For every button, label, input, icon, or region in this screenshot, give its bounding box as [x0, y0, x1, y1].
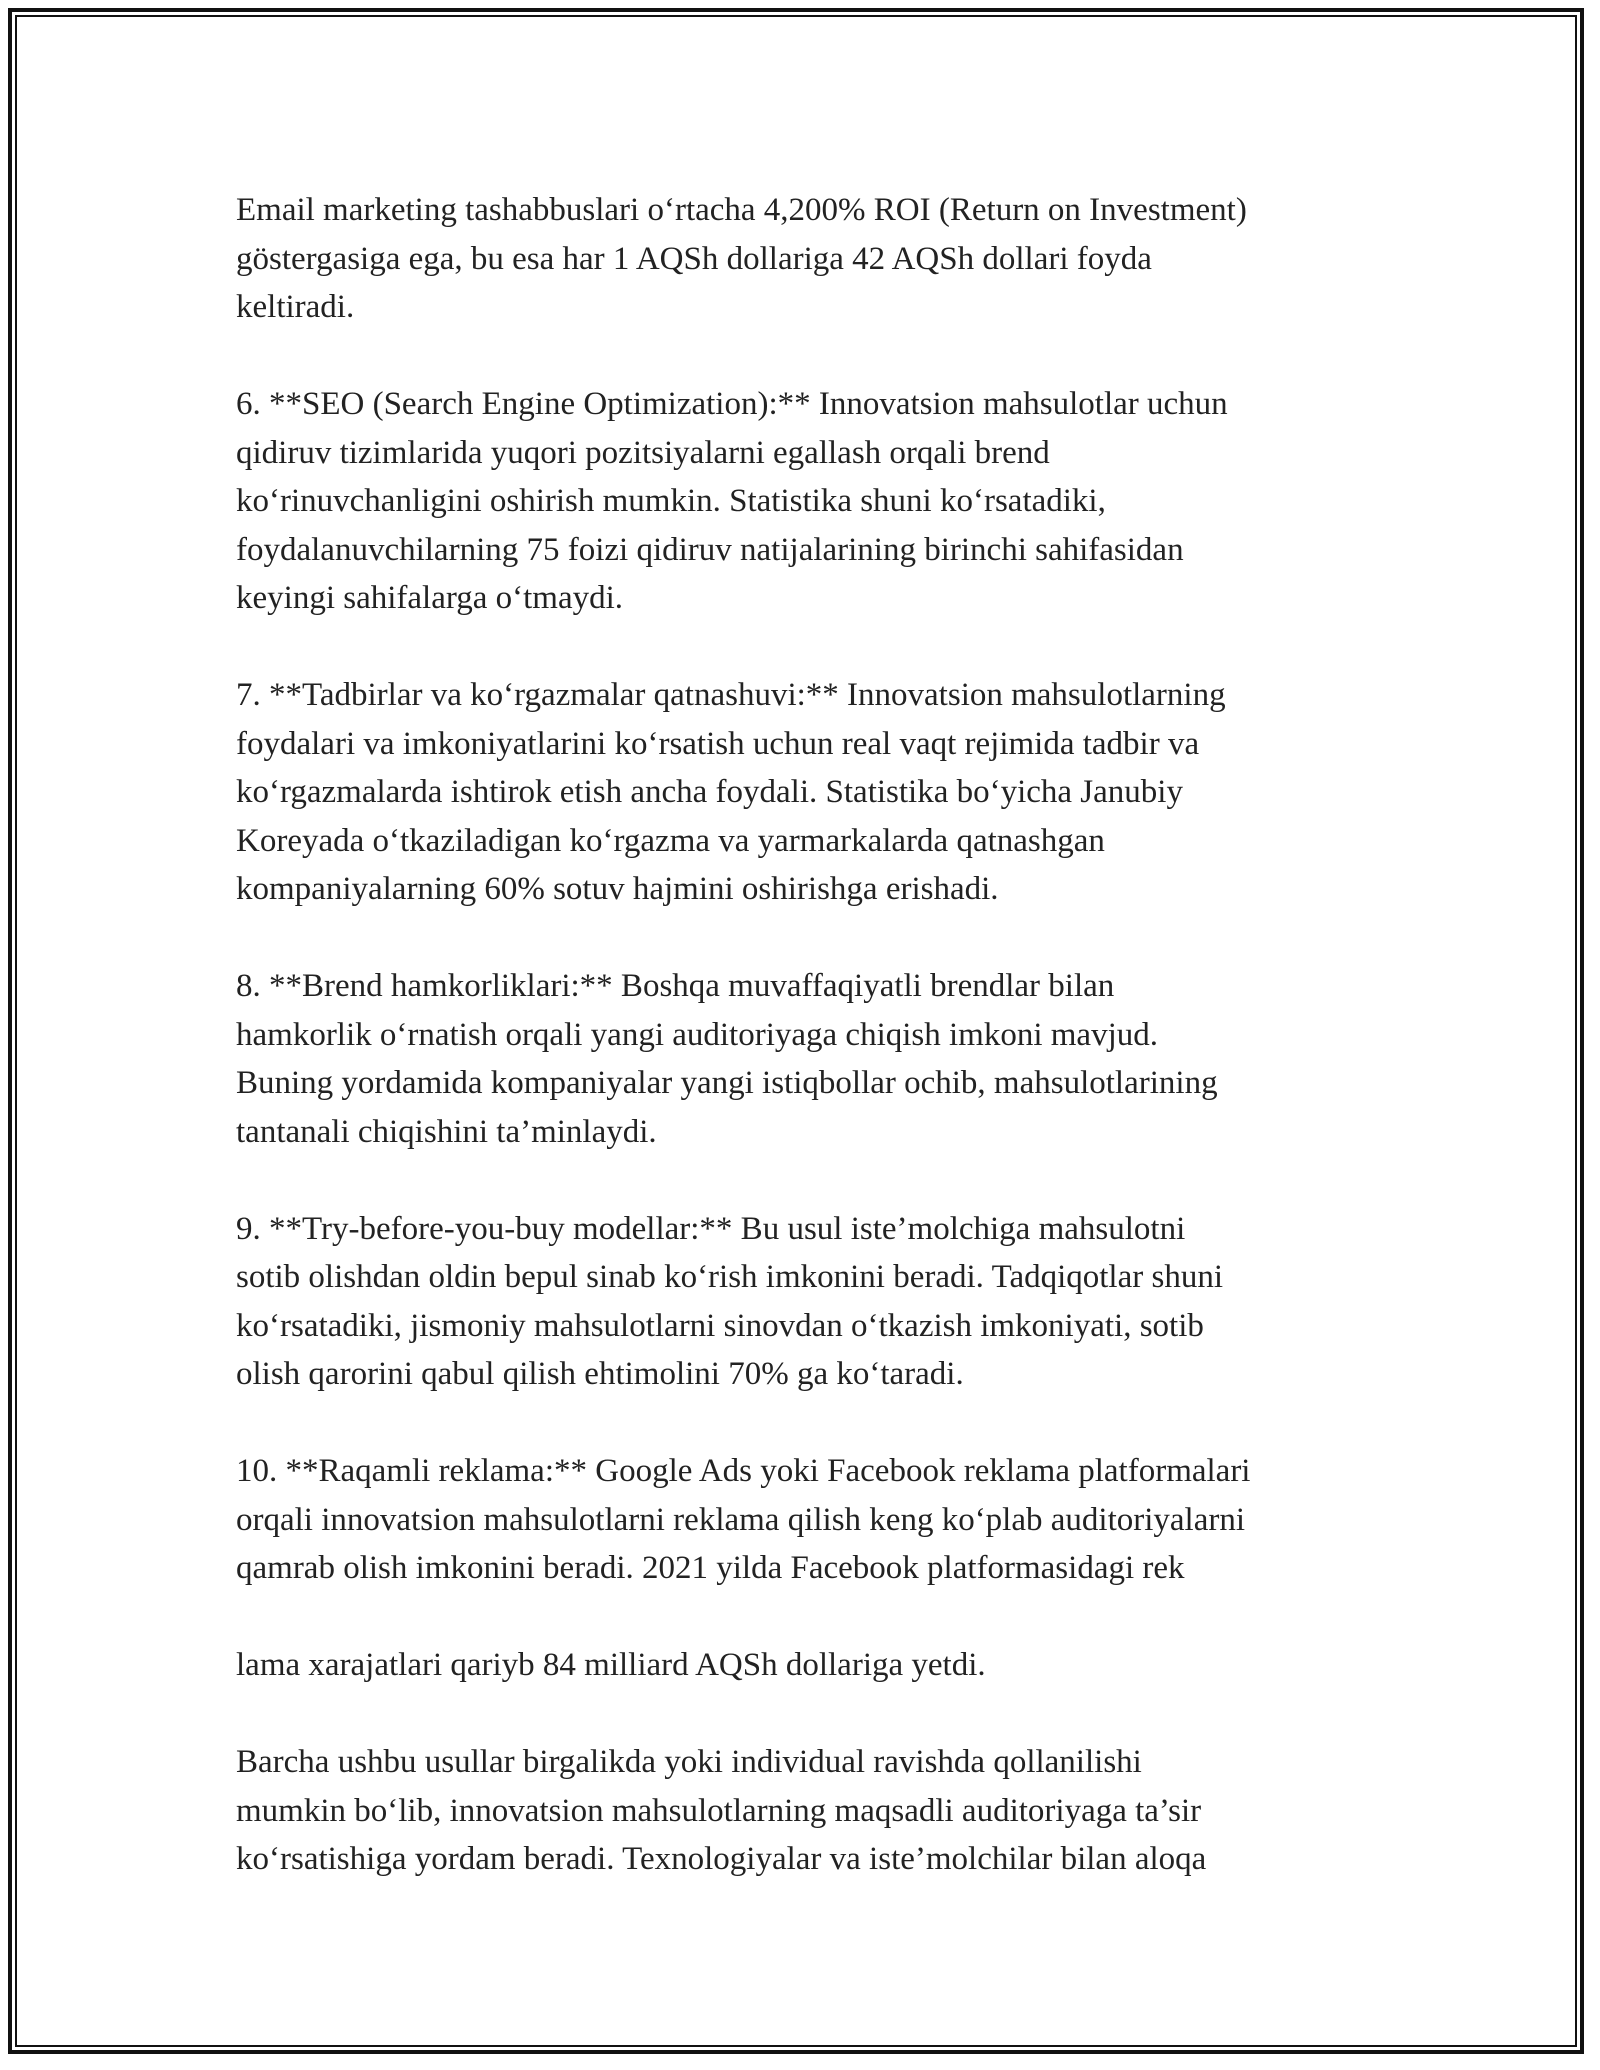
- text-line: 6. **SEO (Search Engine Optimization):** Innovatsion mahsulotlar uchun: [236, 386, 1228, 422]
- text-line: keltiradi.: [236, 289, 355, 325]
- text-line: 7. **Tadbirlar va ko‘rgazmalar qatnashuvi:** Innovatsion mahsulotlarning: [236, 677, 1226, 713]
- text-line: mumkin bo‘lib, innovatsion mahsulotlarning maqsadli auditoriyaga ta’sir: [236, 1792, 1202, 1829]
- paragraph-email-marketing: [236, 186, 1376, 332]
- text-line: ko‘rsatadiki, jismoniy mahsulotlarni sinovdan o‘tkazish imkoniyati, sotib: [236, 1307, 1204, 1344]
- text-line: olish qarorini qabul qilish ehtimolini 70% ga ko‘taradi.: [236, 1356, 964, 1392]
- text-line: Email marketing tashabbuslari o‘rtacha 4,200% ROI (Return on Investment): [236, 192, 1247, 228]
- text-line: lama xarajatlari qariyb 84 milliard AQSh dollariga yetdi.: [236, 1647, 986, 1683]
- text-line: Buning yordamida kompaniyalar yangi istiqbollar ochib, mahsulotlarining: [236, 1065, 1218, 1101]
- paragraph-digital-advertising-continued: [236, 1641, 1376, 1690]
- text-line: sotib olishdan oldin bepul sinab ko‘rish imkonini beradi. Tadqiqotlar shuni: [236, 1259, 1223, 1295]
- text-line: qidiruv tizimlarida yuqori pozitsiyalarni egallash orqali brend: [236, 434, 1050, 471]
- paragraph-seo: [236, 380, 1376, 623]
- text-line: tantanali chiqishini ta’minlaydi.: [236, 1113, 657, 1150]
- text-line: orqali innovatsion mahsulotlarni reklama qilish keng ko‘plab auditoriyalarni: [236, 1501, 1246, 1538]
- text-line: Barcha ushbu usullar birgalikda yoki individual ravishda qollanilishi: [236, 1744, 1142, 1780]
- text-line: 8. **Brend hamkorliklari:** Boshqa muvaffaqiyatli brendlar bilan: [236, 968, 1115, 1004]
- text-line: qamrab olish imkonini beradi. 2021 yilda Facebook platformasidagi rek: [236, 1550, 1185, 1586]
- text-line: 9. **Try-before-you-buy modellar:** Bu usul iste’molchiga mahsulotni: [236, 1210, 1186, 1247]
- text-line: keyingi sahifalarga o‘tmaydi.: [236, 580, 624, 616]
- text-line: ko‘rinuvchanligini oshirish mumkin. Statistika shuni ko‘rsatadiki,: [236, 483, 1106, 519]
- text-line: ko‘rgazmalarda ishtirok etish ancha foydali. Statistika bo‘yicha Janubiy: [236, 774, 1183, 810]
- text-line: kompaniyalarning 60% sotuv hajmini oshirishga erishadi.: [236, 871, 999, 907]
- paragraph-digital-advertising: [236, 1447, 1376, 1593]
- text-line: 10. **Raqamli reklama:** Google Ads yoki Facebook reklama platformalari: [236, 1453, 1251, 1489]
- text-line: ko‘rsatishiga yordam beradi. Texnologiyalar va iste’molchilar bilan aloqa: [236, 1841, 1207, 1877]
- text-line: foydalanuvchilarning 75 foizi qidiruv natijalarining birinchi sahifasidan: [236, 531, 1184, 568]
- paragraph-brand-partnerships: [236, 962, 1376, 1156]
- text-line: Koreyada o‘tkaziladigan ko‘rgazma va yarmarkalarda qatnashgan: [236, 822, 1105, 859]
- paragraph-try-before-you-buy: [236, 1205, 1376, 1399]
- text-line: göstergasiga ega, bu esa har 1 AQSh dollariga 42 AQSh dollari foyda: [236, 240, 1152, 277]
- paragraph-conclusion: [236, 1738, 1376, 1884]
- paragraph-events-exhibitions: [236, 671, 1376, 914]
- text-line: foydalari va imkoniyatlarini ko‘rsatish uchun real vaqt rejimida tadbir va: [236, 725, 1200, 762]
- text-line: hamkorlik o‘rnatish orqali yangi auditoriyaga chiqish imkoni mavjud.: [236, 1016, 1158, 1053]
- document-body: [236, 186, 1376, 1884]
